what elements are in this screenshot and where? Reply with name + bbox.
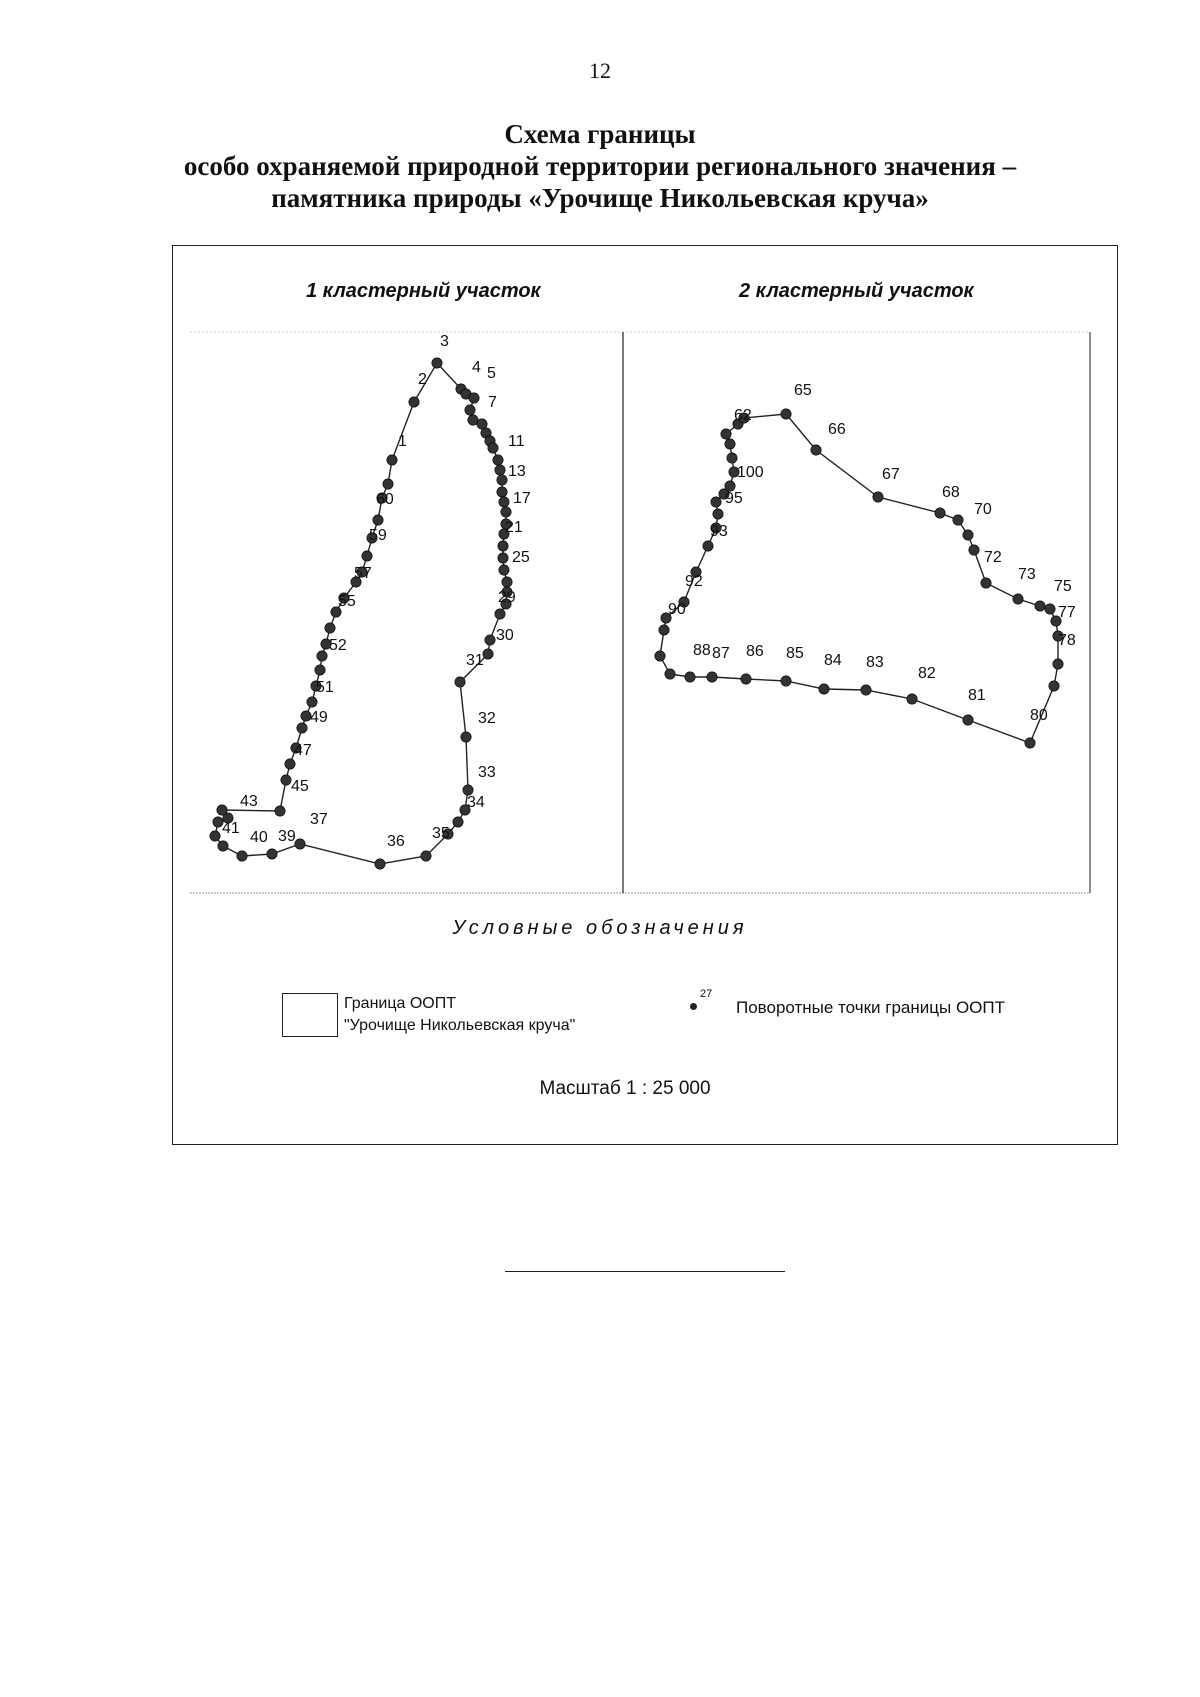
point-label-80: 80 [1030,707,1048,724]
point-label-84: 84 [824,652,842,669]
legend-title: Условные обозначения [452,917,748,939]
boundary-turning-point [267,849,277,859]
boundary-turning-point [387,455,397,465]
point-label-29: 29 [498,589,516,606]
point-label-7: 7 [488,394,497,411]
boundary-turning-point [498,541,508,551]
point-label-36: 36 [387,833,405,850]
point-label-70: 70 [974,501,992,518]
point-label-67: 67 [882,466,900,483]
boundary-turning-point [713,509,723,519]
point-label-49: 49 [310,709,328,726]
boundary-turning-point [655,651,665,661]
boundary-turning-point [963,530,973,540]
boundary-turning-point [819,684,829,694]
point-label-1: 1 [398,433,407,450]
legend-boundary-swatch [282,993,338,1037]
point-label-51: 51 [316,679,334,696]
point-label-41: 41 [222,820,240,837]
boundary-turning-point [210,831,220,841]
point-label-66: 66 [828,421,846,438]
point-label-82: 82 [918,665,936,682]
boundary-turning-point [659,625,669,635]
boundary-turning-point [1049,681,1059,691]
boundary-turning-point [432,358,442,368]
point-label-40: 40 [250,829,268,846]
point-label-3: 3 [440,333,449,350]
point-label-4: 4 [472,359,481,376]
boundary-turning-point [483,649,493,659]
boundary-turning-point [953,515,963,525]
panel-2-heading: 2 кластерный участок [739,280,974,302]
boundary-turning-point [499,565,509,575]
point-label-52: 52 [329,637,347,654]
title-line-1: Схема границы [504,119,696,149]
point-label-62: 62 [734,407,752,424]
page-number: 12 [589,58,611,83]
boundary-turning-point [665,669,675,679]
boundary-turning-point [499,497,509,507]
point-label-47: 47 [294,742,312,759]
point-label-72: 72 [984,549,1002,566]
point-label-21: 21 [505,519,523,536]
boundary-turning-point [237,851,247,861]
point-label-78: 78 [1058,632,1076,649]
legend-boundary-line-2: "Урочище Никольевская круча" [344,1017,576,1034]
legend-boundary-label [344,993,575,1037]
boundary-turning-point [295,839,305,849]
boundary-turning-point [1013,594,1023,604]
boundary-turning-point [741,674,751,684]
boundary-turning-point [297,723,307,733]
point-label-73: 73 [1018,566,1036,583]
boundary-turning-point [969,545,979,555]
boundary-turning-point [218,841,228,851]
point-label-85: 85 [786,645,804,662]
boundary-turning-point [469,393,479,403]
boundary-turning-point [317,651,327,661]
boundary-turning-point [1025,738,1035,748]
point-label-45: 45 [291,778,309,795]
point-label-83: 83 [866,654,884,671]
boundary-turning-point [421,851,431,861]
boundary-turning-point [461,732,471,742]
boundary-turning-point [325,623,335,633]
boundary-turning-point [727,453,737,463]
point-label-34: 34 [467,794,485,811]
boundary-turning-point [275,806,285,816]
boundary-turning-point [781,676,791,686]
point-label-37: 37 [310,811,328,828]
boundary-turning-point [981,578,991,588]
point-label-95: 95 [725,490,743,507]
boundary-turning-point [281,775,291,785]
boundary-turning-point [707,672,717,682]
boundary-turning-point [703,541,713,551]
boundary-turning-point [685,672,695,682]
point-label-86: 86 [746,643,764,660]
boundary-turning-point [1035,601,1045,611]
legend-point-dot-icon [690,1003,697,1010]
boundary-turning-point [497,475,507,485]
boundary-turning-point [455,677,465,687]
point-label-77: 77 [1058,604,1076,621]
boundary-turning-point [963,715,973,725]
boundary-turning-point [498,553,508,563]
boundary-turning-point [495,609,505,619]
document-end-rule [505,1271,785,1272]
point-label-57: 57 [354,565,372,582]
boundary-turning-point [497,487,507,497]
point-label-88: 88 [693,642,711,659]
boundary-turning-point [935,508,945,518]
boundary-turning-point [362,551,372,561]
point-label-100: 100 [737,464,764,481]
point-label-33: 33 [478,764,496,781]
cluster-1-labels [222,333,531,850]
point-label-31: 31 [466,652,484,669]
point-label-17: 17 [513,490,531,507]
point-label-90: 90 [668,601,686,618]
point-label-55: 55 [338,593,356,610]
boundary-turning-point [409,397,419,407]
title-line-2: особо охраняемой природной территории регионального значения – [183,151,1017,181]
boundary-turning-point [495,465,505,475]
boundary-turning-point [721,429,731,439]
point-label-25: 25 [512,549,530,566]
boundary-turning-point [861,685,871,695]
boundary-turning-point [1045,604,1055,614]
legend-boundary-line-1: Граница ООПТ [344,995,457,1012]
point-label-32: 32 [478,710,496,727]
point-label-35: 35 [432,825,450,842]
legend-points-label: Поворотные точки границы ООПТ [736,998,1005,1017]
point-label-2: 2 [418,371,427,388]
cluster-2-boundary [660,414,1058,743]
point-label-39: 39 [278,828,296,845]
boundary-turning-point [493,455,503,465]
point-label-30: 30 [496,627,514,644]
point-label-11: 11 [508,433,525,450]
boundary-turning-point [307,697,317,707]
boundary-turning-point [811,445,821,455]
boundary-turning-point [453,817,463,827]
boundary-turning-point [485,635,495,645]
point-label-81: 81 [968,687,986,704]
boundary-turning-point [907,694,917,704]
cluster-2-points [655,409,1063,748]
boundary-turning-point [488,443,498,453]
point-label-60: 60 [376,491,394,508]
boundary-turning-point [1053,659,1063,669]
point-label-93: 93 [710,523,728,540]
boundary-turning-point [465,405,475,415]
boundary-turning-point [501,507,511,517]
map-scale: Масштаб 1 : 25 000 [539,1078,711,1099]
boundary-turning-point [373,515,383,525]
title-line-3: памятника природы «Урочище Никольевская круча» [271,183,929,213]
point-label-75: 75 [1054,578,1072,595]
boundary-turning-point [873,492,883,502]
legend-point-sample-number: 27 [700,988,713,1000]
boundary-turning-point [217,805,227,815]
point-label-43: 43 [240,793,258,810]
point-label-59: 59 [369,527,387,544]
boundary-turning-point [725,439,735,449]
point-label-87: 87 [712,645,730,662]
boundary-turning-point [383,479,393,489]
point-label-68: 68 [942,484,960,501]
boundary-turning-point [781,409,791,419]
point-label-92: 92 [685,573,703,590]
point-label-5: 5 [487,365,496,382]
boundary-turning-point [315,665,325,675]
boundary-turning-point [502,577,512,587]
boundary-turning-point [375,859,385,869]
point-label-13: 13 [508,463,526,480]
point-label-65: 65 [794,382,812,399]
boundary-turning-point [285,759,295,769]
panel-1-heading: 1 кластерный участок [306,280,541,302]
boundary-turning-point [711,497,721,507]
